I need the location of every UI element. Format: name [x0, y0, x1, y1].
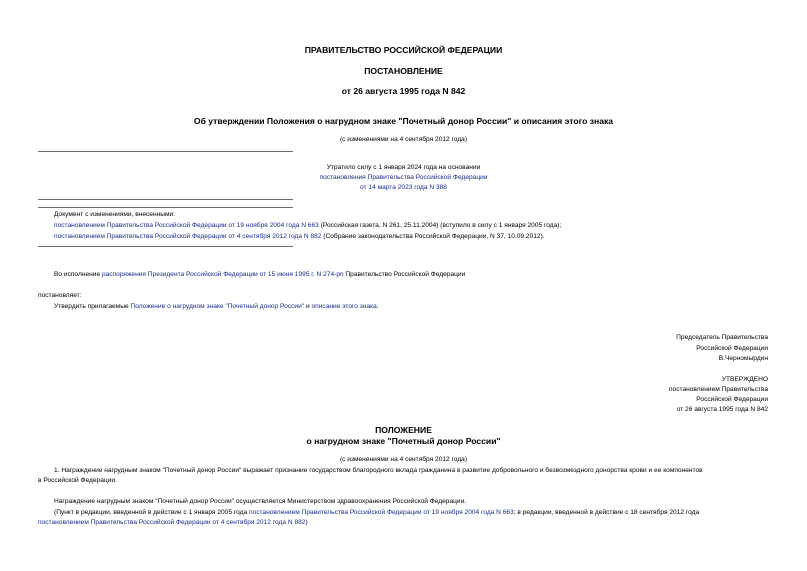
changes-item-1: постановлением Правительства Российской Федерации от 19 ноября 2004 года N 663 (Российская газета, N 261, 25.11.2004) (вступило в силу с 1 января 2005 года); — [54, 222, 562, 229]
divider — [38, 207, 293, 208]
regulation-item-2: Награждение нагрудным знаком "Почетный донор России" осуществляется Министерством здравоохранения Российской Федерации. — [54, 498, 467, 505]
approved-line-2: постановлением Правительства — [668, 386, 768, 393]
regulation-item-1-cont: в Российской Федерации. — [38, 477, 117, 484]
org-heading: ПРАВИТЕЛЬСТВО РОССИЙСКОЙ ФЕДЕРАЦИИ — [304, 45, 503, 55]
approved-stamp: УТВЕРЖДЕНО — [721, 376, 768, 383]
expired-note: Утратило силу с 1 января 2024 года на основании — [326, 164, 481, 171]
expired-link-line1[interactable]: постановления Правительства Российской Федерации — [319, 174, 488, 181]
amendment-note: (с изменениями на 4 сентября 2012 года) — [339, 136, 468, 143]
date-number: от 26 августа 1995 года N 842 — [341, 86, 466, 96]
amendment-link-2004[interactable]: постановлением Правительства Российской Федерации от 19 ноября 2004 года N 663 — [54, 222, 319, 229]
note-link-2004[interactable]: постановлением Правительства Российской Федерации от 19 ноября 2004 года N 663 — [248, 509, 514, 516]
expired-link-line2[interactable]: от 14 марта 2023 года N 388 — [360, 184, 447, 191]
amendment-link-2012[interactable]: постановлением Правительства Российской Федерации от 4 сентября 2012 года N 882 — [54, 233, 322, 240]
regulation-title: ПОЛОЖЕНИЕ — [375, 425, 432, 435]
preamble-paragraph: Во исполнение распоряжения Президента Российской Федерации от 15 июня 1995 г. N 274-рп Правительство Российской Федерации — [54, 271, 466, 278]
signature-country: Российской Федерации — [696, 345, 768, 352]
description-link[interactable]: описание этого знака — [311, 303, 377, 310]
regulation-edit-note: (Пункт в редакции, введенной в действие с 1 января 2005 года постановлением Правительства Российской Федерации от 19 ноября 2004 года N 663; в редакции, введенной в действие с 18 сентября 2012 года — [54, 509, 700, 516]
changes-intro: Документ с изменениями, внесенными: — [54, 211, 176, 218]
document-title: Об утверждении Положения о нагрудном знаке "Почетный донор России" и описания этого знака — [193, 116, 614, 126]
divider — [38, 246, 293, 247]
divider — [38, 151, 293, 152]
approved-line-4: от 26 августа 1995 года N 842 — [676, 406, 768, 413]
divider — [38, 199, 293, 200]
signature-title: Председатель Правительства — [676, 334, 768, 341]
changes-item-2: постановлением Правительства Российской Федерации от 4 сентября 2012 года N 882 (Собрание законодательства Российской Федерации, N 37, 10.09.2012). — [54, 233, 545, 240]
approved-line-3: Российской Федерации — [696, 396, 768, 403]
regulation-link[interactable]: Положение о нагрудном знаке "Почетный донор России" — [130, 303, 305, 310]
president-order-link[interactable]: распоряжения Президента Российской Федерации от 15 июня 1995 г. N 274-рп — [101, 271, 344, 278]
note-link-2012[interactable]: постановлением Правительства Российской Федерации от 4 сентября 2012 года N 882 — [38, 519, 306, 526]
approval-paragraph: Утвердить прилагаемые Положение о нагрудном знаке "Почетный донор России" и описание этого знака. — [54, 303, 379, 310]
regulation-amendment-note: (с изменениями на 4 сентября 2012 года) — [339, 456, 468, 463]
regulation-item-1: 1. Награждение нагрудным знаком "Почетный донор России" выражает признание государством благородного вклада гражданина в развитие добровольного и безвозмездного донорства крови и ее компонентов — [54, 467, 703, 474]
regulation-edit-note-cont: постановлением Правительства Российской Федерации от 4 сентября 2012 года N 882) — [38, 519, 308, 526]
doctype-heading: ПОСТАНОВЛЕНИЕ — [364, 66, 443, 76]
regulation-subtitle: о нагрудном знаке "Почетный донор России" — [306, 436, 501, 446]
signature-name: В.Черномырдин — [718, 355, 768, 362]
decree-word: постановляет: — [38, 292, 82, 299]
